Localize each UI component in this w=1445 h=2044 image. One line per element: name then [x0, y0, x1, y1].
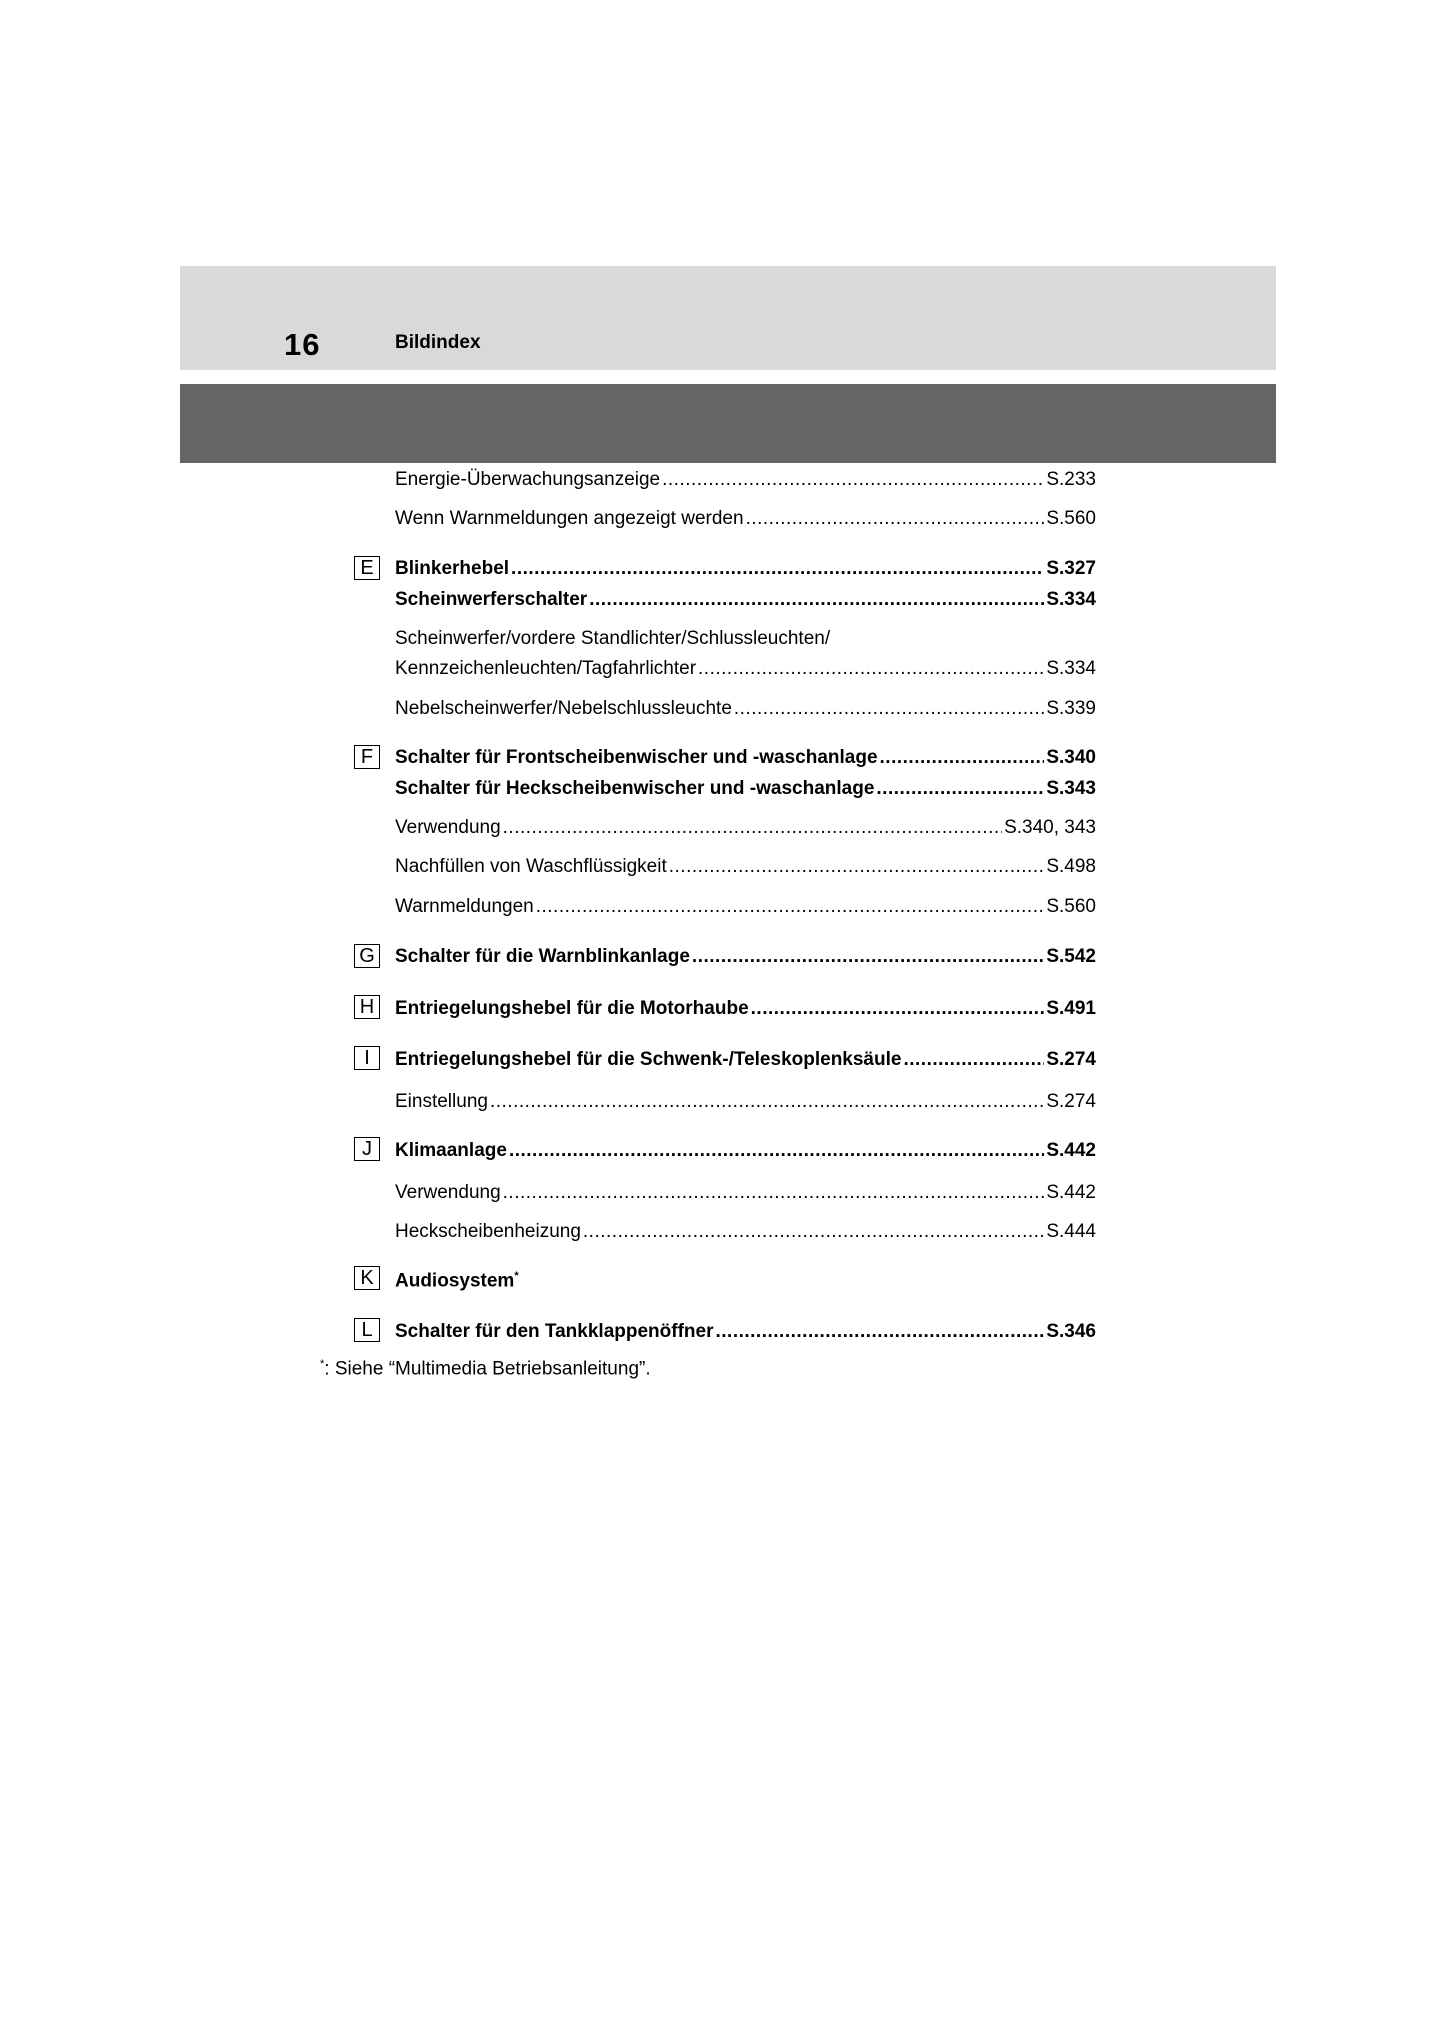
page-reference[interactable]: S.340, 343 — [1004, 817, 1096, 838]
index-entry-energy-monitor — [395, 469, 1096, 495]
index-entry-turn-signal-lever — [395, 558, 1096, 584]
footnote-marker: * — [320, 1358, 325, 1370]
index-entry-warning-messages — [395, 508, 1096, 534]
page-reference[interactable]: S.491 — [1046, 998, 1096, 1019]
page-reference[interactable]: S.327 — [1046, 558, 1096, 579]
index-entry-fog-lights — [395, 698, 1096, 724]
header-divider — [180, 370, 1276, 384]
entry-label: Einstellung — [395, 1091, 488, 1112]
entry-label: Schalter für den Tankklappenöffner — [395, 1321, 714, 1342]
index-entry-headlight-switch — [395, 589, 1096, 615]
entry-label: Schalter für Frontscheibenwischer und -waschanlage — [395, 747, 878, 768]
leader-dots — [876, 778, 1044, 800]
page-reference[interactable]: S.274 — [1046, 1091, 1096, 1112]
leader-dots — [503, 817, 1002, 839]
entry-label: Scheinwerferschalter — [395, 589, 588, 610]
leader-dots — [734, 698, 1044, 720]
page-reference[interactable]: S.444 — [1046, 1221, 1096, 1242]
key-label-h: H — [354, 995, 380, 1019]
index-entry-hazard-switch — [395, 946, 1096, 972]
entry-label: Kennzeichenleuchten/Tagfahrlichter — [395, 658, 697, 679]
entry-label: Entriegelungshebel für die Schwenk-/Teleskoplenksäule — [395, 1049, 902, 1070]
page-reference[interactable]: S.274 — [1046, 1049, 1096, 1070]
page-reference[interactable]: S.560 — [1046, 896, 1096, 917]
leader-dots — [509, 1140, 1044, 1162]
index-entry-steering-adjustment — [395, 1091, 1096, 1117]
leader-dots — [511, 558, 1044, 580]
leader-dots — [503, 1182, 1045, 1204]
page-reference[interactable]: S.442 — [1046, 1182, 1096, 1203]
footnote-marker: * — [514, 1270, 519, 1282]
entry-label: Heckscheibenheizung — [395, 1221, 581, 1242]
page-reference[interactable]: S.560 — [1046, 508, 1096, 529]
page-reference[interactable]: S.334 — [1046, 658, 1096, 679]
page-reference[interactable]: S.442 — [1046, 1140, 1096, 1161]
key-label-j: J — [354, 1137, 380, 1161]
entry-label: Wenn Warnmeldungen angezeigt werden — [395, 508, 744, 529]
page-reference[interactable]: S.334 — [1046, 589, 1096, 610]
entry-label: Nebelscheinwerfer/Nebelschlussleuchte — [395, 698, 732, 719]
leader-dots — [669, 856, 1045, 878]
leader-dots — [589, 589, 1044, 611]
index-entry-wiper-warnings — [395, 896, 1096, 922]
entry-label: Energie-Überwachungsanzeige — [395, 469, 661, 490]
entry-label-line1: Scheinwerfer/vordere Standlichter/Schlussleuchten/ — [395, 628, 831, 649]
index-entry-fuel-door-opener — [395, 1321, 1096, 1347]
page-reference[interactable]: S.339 — [1046, 698, 1096, 719]
leader-dots — [490, 1091, 1044, 1113]
entry-label: Schalter für Heckscheibenwischer und -waschanlage — [395, 778, 875, 799]
page-reference[interactable]: S.346 — [1046, 1321, 1096, 1342]
entry-label: Verwendung — [395, 1182, 501, 1203]
entry-label: Warnmeldungen — [395, 896, 534, 917]
entry-label: Entriegelungshebel für die Motorhaube — [395, 998, 749, 1019]
leader-dots — [662, 469, 1044, 491]
leader-dots — [698, 658, 1044, 680]
leader-dots — [715, 1321, 1044, 1343]
header-dark-band — [180, 384, 1276, 463]
index-entry-hood-release — [395, 998, 1096, 1024]
index-entry-rear-wiper-switch — [395, 778, 1096, 804]
leader-dots — [746, 508, 1045, 530]
index-entry-air-conditioning — [395, 1140, 1096, 1166]
key-label-g: G — [354, 944, 380, 968]
footnote — [320, 1358, 651, 1380]
entry-label: Blinkerhebel — [395, 558, 510, 579]
key-label-f: F — [354, 745, 380, 769]
index-entry-washer-fluid — [395, 856, 1096, 882]
leader-dots — [692, 946, 1044, 968]
index-entry-wiper-usage — [395, 817, 1096, 843]
key-label-e: E — [354, 556, 380, 580]
leader-dots — [903, 1049, 1044, 1071]
page-reference[interactable]: S.340 — [1046, 747, 1096, 768]
entry-label: Klimaanlage — [395, 1140, 507, 1161]
leader-dots — [880, 747, 1045, 769]
page-header-bar — [180, 266, 1276, 370]
leader-dots — [536, 896, 1045, 918]
index-entry-steering-column-release — [395, 1049, 1096, 1075]
entry-label: Verwendung — [395, 817, 501, 838]
index-entry-headlights-lights — [395, 658, 1096, 684]
key-label-i: I — [354, 1046, 380, 1070]
key-label-k: K — [354, 1266, 380, 1290]
entry-label: Nachfüllen von Waschflüssigkeit — [395, 856, 667, 877]
leader-dots — [583, 1221, 1044, 1243]
key-label-l: L — [354, 1318, 380, 1342]
footnote-text: : Siehe “Multimedia Betriebsanleitung”. — [324, 1358, 651, 1380]
page-reference[interactable]: S.498 — [1046, 856, 1096, 877]
index-entry-front-wiper-switch — [395, 747, 1096, 773]
page-reference[interactable]: S.343 — [1046, 778, 1096, 799]
page-reference[interactable]: S.542 — [1046, 946, 1096, 967]
leader-dots — [751, 998, 1045, 1020]
page-number: 16 — [284, 327, 321, 362]
entry-label: Audiosystem — [395, 1270, 515, 1292]
index-entry-ac-usage — [395, 1182, 1096, 1208]
index-entry-rear-defogger — [395, 1221, 1096, 1247]
index-entry-audio-system — [395, 1270, 519, 1292]
entry-label: Schalter für die Warnblinkanlage — [395, 946, 690, 967]
section-title: Bildindex — [395, 332, 481, 353]
page-reference[interactable]: S.233 — [1046, 469, 1096, 490]
